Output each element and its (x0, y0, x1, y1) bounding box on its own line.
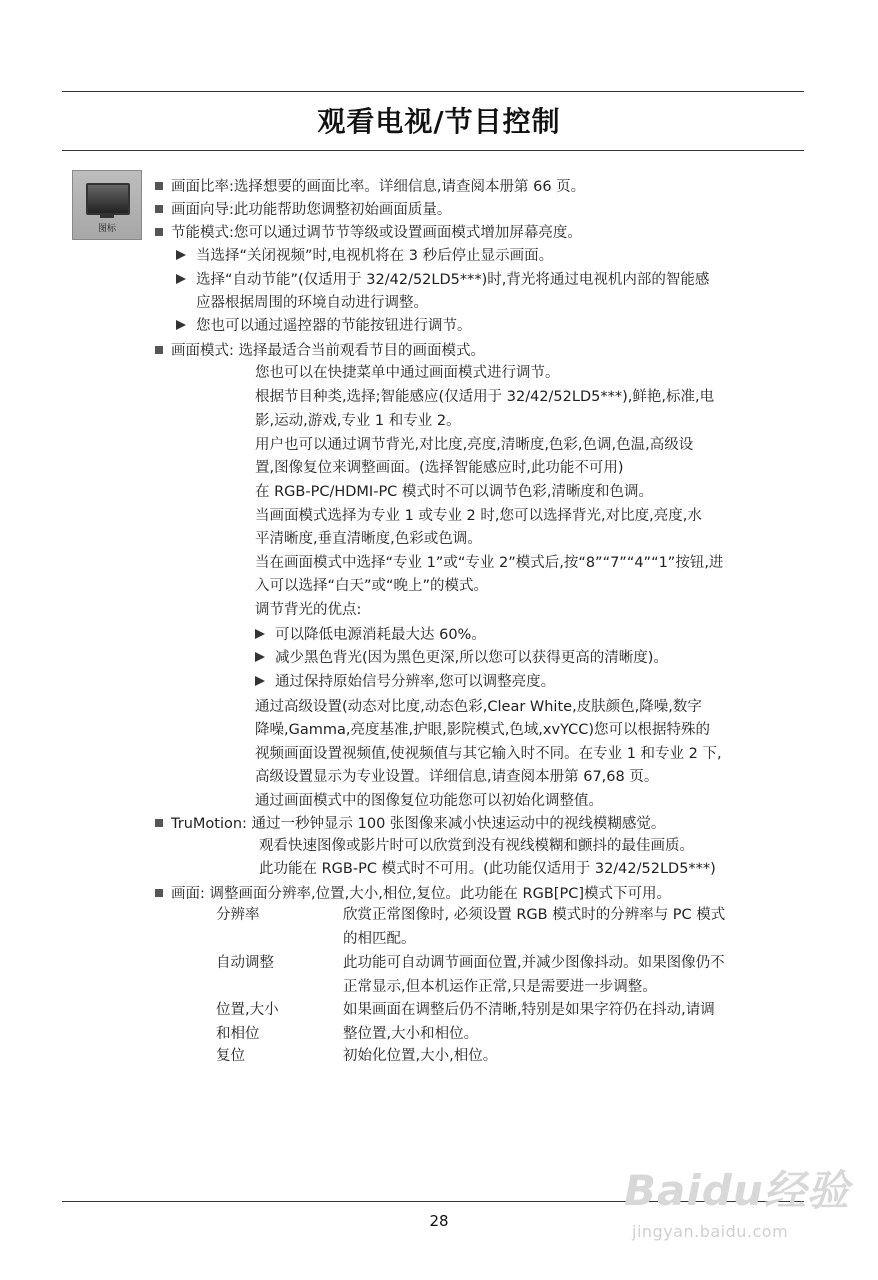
body-line (255, 553, 723, 573)
line-text: 可以降低电源消耗最大达 60%。 (275, 627, 486, 643)
triangle-bullet-icon (255, 629, 265, 639)
body-line (259, 836, 694, 856)
body-line (255, 767, 658, 787)
triangle-bullet-icon (255, 676, 265, 686)
line-text: 调节背光的优点: (255, 602, 362, 618)
line-text: 您也可以在快捷菜单中通过画面模式进行调节。 (255, 365, 560, 381)
line-text: 观看快速图像或影片时可以欣赏到没有视线模糊和颤抖的最佳画质。 (259, 838, 694, 854)
body-line (176, 270, 709, 290)
triangle-bullet-icon (176, 274, 186, 284)
header-rule (62, 91, 804, 92)
line-text: 选择“自动节能”(仅适用于 32/42/52LD5***)时,背光将通过电视机内部的智能感 (196, 272, 710, 288)
line-text: 当在画面模式中选择“专业 1”或“专业 2”模式后,按“8”“7”“4”“1”按钮,进 (255, 555, 724, 571)
body-line (255, 720, 710, 740)
body-line (255, 458, 624, 478)
line-text: 此功能在 RGB-PC 模式时不可用。(此功能仅适用于 32/42/52LD5***) (259, 861, 716, 877)
table-description: 初始化位置,大小,相位。 (343, 1048, 498, 1064)
square-bullet-icon (155, 819, 163, 827)
tv-stand (100, 215, 114, 218)
table-description: 正常显示,但本机运作正常,只是需要进一步调整。 (343, 979, 657, 995)
square-bullet-icon (155, 182, 163, 190)
table-term: 和相位 (216, 1026, 260, 1042)
line-text: 高级设置显示为专业设置。详细信息,请查阅本册第 67,68 页。 (255, 769, 659, 785)
line-text: 置,图像复位来调整画面。(选择智能感应时,此功能不可用) (255, 460, 624, 476)
square-bullet-icon (155, 228, 163, 236)
line-text: 通过高级设置(动态对比度,动态色彩,Clear White,皮肤颜色,降噪,数字 (255, 699, 702, 715)
table-term: 自动调整 (216, 955, 274, 971)
line-text: 画面: 调整画面分辨率,位置,大小,相位,复位。此功能在 RGB[PC]模式下可用。 (171, 886, 671, 902)
body-line (155, 884, 671, 904)
body-line (155, 341, 485, 361)
body-line (255, 697, 702, 717)
body-line (255, 648, 668, 668)
line-text: 平清晰度,垂直清晰度,色彩或色调。 (255, 531, 482, 547)
triangle-bullet-icon (176, 250, 186, 260)
line-text: 视频画面设置视频值,使视频值与其它输入时不同。在专业 1 和专业 2 下, (255, 746, 722, 762)
line-text: TruMotion: 通过一秒钟显示 100 张图像来减小快速运动中的视线模糊感觉。 (171, 816, 666, 832)
body-line (259, 859, 716, 879)
line-text: 用户也可以通过调节背光,对比度,亮度,清晰度,色彩,色调,色温,高级设 (255, 437, 694, 453)
body-line (255, 435, 693, 455)
triangle-bullet-icon (255, 652, 265, 662)
square-bullet-icon (155, 205, 163, 213)
body-line (155, 200, 451, 220)
line-text: 画面向导:此功能帮助您调整初始画面质量。 (171, 202, 452, 218)
body-line (255, 411, 461, 431)
body-line (176, 246, 553, 266)
table-description: 的相匹配。 (343, 931, 416, 947)
line-text: 在 RGB-PC/HDMI-PC 模式时不可以调节色彩,清晰度和色调。 (255, 484, 654, 500)
table-term: 分辨率 (216, 907, 260, 923)
line-text: 根据节目种类,选择;智能感应(仅适用于 32/42/52LD5***),鲜艳,标准,电 (255, 389, 715, 405)
line-text: 画面比率:选择想要的画面比率。详细信息,请查阅本册第 66 页。 (171, 179, 586, 195)
body-line (155, 177, 585, 197)
tv-screen-icon (86, 183, 130, 215)
line-text: 应器根据周围的环境自动进行调整。 (196, 295, 428, 311)
tv-picture-icon (72, 170, 142, 240)
square-bullet-icon (155, 889, 163, 897)
line-text: 通过画面模式中的图像复位功能您可以初始化调整值。 (255, 793, 603, 809)
line-text: 当画面模式选择为专业 1 或专业 2 时,您可以选择背光,对比度,亮度,水 (255, 508, 702, 524)
body-line (196, 293, 428, 313)
triangle-bullet-icon (176, 320, 186, 330)
body-line (255, 529, 482, 549)
body-line (255, 600, 361, 620)
line-text: 通过保持原始信号分辨率,您可以调整亮度。 (275, 674, 556, 690)
line-text: 影,运动,游戏,专业 1 和专业 2。 (255, 413, 461, 429)
line-text: 节能模式:您可以通过调节节等级或设置画面模式增加屏幕亮度。 (171, 225, 582, 241)
icon-label: 图标 (97, 224, 116, 234)
title-rule (62, 150, 804, 151)
body-line (255, 672, 555, 692)
body-line (255, 744, 722, 764)
body-line (255, 791, 603, 811)
body-line (155, 223, 582, 243)
table-description: 此功能可自动调节画面位置,并减少图像抖动。如果图像仍不 (343, 955, 725, 971)
line-text: 降噪,Gamma,亮度基准,护眼,影院模式,色域,xvYCC)您可以根据特殊的 (255, 722, 711, 738)
body-line (255, 363, 560, 383)
table-description: 欣赏正常图像时, 必须设置 RGB 模式时的分辨率与 PC 模式 (343, 907, 726, 923)
table-term: 复位 (216, 1048, 245, 1064)
line-text: 当选择“关闭视频”时,电视机将在 3 秒后停止显示画面。 (196, 248, 554, 264)
body-line (255, 482, 653, 502)
page-number: 28 (429, 1212, 449, 1230)
baidu-watermark (624, 1158, 874, 1253)
square-bullet-icon (155, 346, 163, 354)
line-text: 减少黑色背光(因为黑色更深,所以您可以获得更高的清晰度)。 (275, 650, 668, 666)
line-text: 画面模式: 选择最适合当前观看节目的画面模式。 (171, 343, 485, 359)
line-text: 您也可以通过遥控器的节能按钮进行调节。 (196, 318, 472, 334)
watermark-url: jingyan.baidu.com (632, 1222, 789, 1241)
body-line (255, 387, 714, 407)
body-line (155, 814, 665, 834)
line-text: 入可以选择“白天”或“晚上”的模式。 (255, 578, 489, 594)
table-term: 位置,大小 (216, 1002, 279, 1018)
table-description: 整位置,大小和相位。 (343, 1026, 479, 1042)
page-title: 观看电视/节目控制 (317, 105, 561, 138)
body-line (255, 576, 488, 596)
watermark-logo: Baidu经验 (624, 1166, 850, 1215)
body-line (255, 625, 486, 645)
body-line (255, 506, 702, 526)
body-line (176, 316, 472, 336)
table-description: 如果画面在调整后仍不清晰,特别是如果字符仍在抖动,请调 (343, 1002, 715, 1018)
